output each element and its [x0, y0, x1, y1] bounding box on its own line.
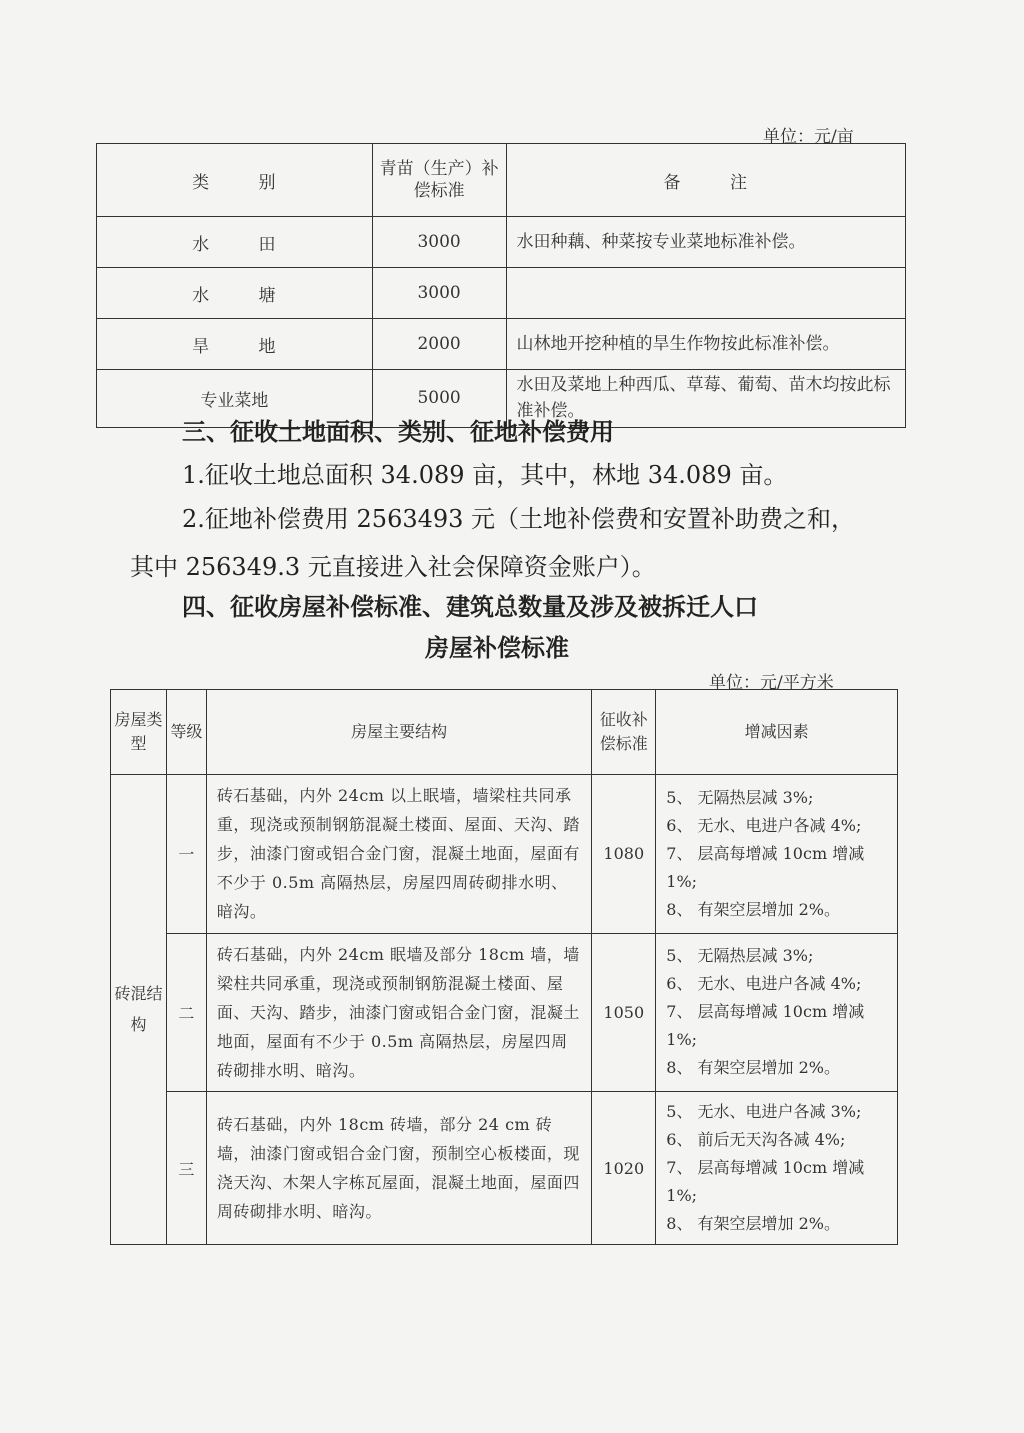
note-cell: 水田种藕、种菜按专业菜地标准补偿。 — [506, 217, 905, 268]
note-cell: 水田及菜地上种西瓜、草莓、葡萄、苗木均按此标准补偿。 — [506, 370, 905, 428]
table-row — [111, 1092, 898, 1245]
standard-cell: 3000 — [372, 217, 506, 268]
header-standard: 青苗（生产）补偿标准 — [372, 144, 506, 217]
category-cell: 水 田 — [97, 217, 373, 268]
factor-item: 8、 有架空层增加 2%。 — [666, 1058, 841, 1078]
grade-cell: 二 — [166, 933, 206, 1092]
structure-cell: 砖石基础，内外 24cm 以上眠墙，墙梁柱共同承重，现浇或预制钢筋混凝土楼面、屋面、天沟、踏步，油漆门窗或铝合金门窗，混凝土地面，屋面有不少于 0.5m 高隔热层，房屋四周砖砌排水明、暗沟。 — [206, 775, 591, 934]
header-factors: 增减因素 — [656, 690, 898, 775]
header-note: 备 注 — [506, 144, 905, 217]
type-cell: 砖混结构 — [111, 775, 167, 1245]
header-structure: 房屋主要结构 — [206, 690, 591, 775]
standard-cell: 1080 — [592, 775, 656, 934]
table-header-row — [111, 690, 898, 775]
house-table-title: 房屋补偿标准 — [425, 633, 569, 662]
table-row — [97, 268, 906, 319]
standard-cell: 5000 — [372, 370, 506, 428]
factor-item: 7、 层高每增减 10cm 增减 1%; — [666, 843, 865, 891]
section4-heading: 四、征收房屋补偿标准、建筑总数量及涉及被拆迁人口 — [182, 592, 758, 621]
factor-item: 7、 层高每增减 10cm 增减 1%; — [666, 1158, 865, 1206]
structure-cell: 砖石基础，内外 24cm 眠墙及部分 18cm 墙，墙梁柱共同承重，现浇或预制钢筋混凝土楼面、屋面、天沟、踏步，油漆门窗或铝合金门窗，混凝土地面，屋面有不少于 0.5m 高隔热层，房屋四周砖砌排水明、暗沟。 — [206, 933, 591, 1092]
table-header-row — [97, 144, 906, 217]
category-cell: 水 塘 — [97, 268, 373, 319]
land-table-unit: 单位：元/亩 — [763, 127, 854, 147]
standard-cell: 1050 — [592, 933, 656, 1092]
land-compensation-table — [96, 143, 906, 428]
note-cell — [506, 268, 905, 319]
house-table-unit: 单位：元/平方米 — [709, 673, 834, 693]
factor-item: 6、 前后无天沟各减 4%; — [666, 1130, 846, 1150]
factors-cell — [656, 775, 898, 934]
table-row — [97, 217, 906, 268]
factors-cell — [656, 1092, 898, 1245]
structure-cell: 砖石基础，内外 18cm 砖墙，部分 24 cm 砖墙，油漆门窗或铝合金门窗，预制空心板楼面，现浇天沟、木架人字栋瓦屋面，混凝土地面，屋面四周砖砌排水明、暗沟。 — [206, 1092, 591, 1245]
factors-cell — [656, 933, 898, 1092]
category-cell: 专业菜地 — [97, 370, 373, 428]
table-row — [111, 933, 898, 1092]
grade-cell: 三 — [166, 1092, 206, 1245]
table-row — [97, 319, 906, 370]
section3-item2-line1: 2.征地补偿费用 2563493 元（土地补偿费和安置补助费之和， — [182, 505, 856, 533]
standard-cell: 2000 — [372, 319, 506, 370]
factor-item: 8、 有架空层增加 2%。 — [666, 899, 841, 919]
factor-item: 6、 无水、电进户各减 4%; — [666, 815, 862, 835]
header-grade: 等级 — [166, 690, 206, 775]
section3-item1: 1.征收土地总面积 34.089 亩，其中，林地 34.089 亩。 — [182, 461, 788, 489]
house-compensation-table — [110, 689, 898, 1245]
standard-cell: 1020 — [592, 1092, 656, 1245]
category-cell: 旱 地 — [97, 319, 373, 370]
factor-item: 7、 层高每增减 10cm 增减 1%; — [666, 1002, 865, 1050]
factor-item: 8、 有架空层增加 2%。 — [666, 1214, 841, 1234]
section3-item2-line2: 其中 256349.3 元直接进入社会保障资金账户）。 — [130, 553, 656, 581]
table-row — [111, 775, 898, 934]
factor-item: 5、 无隔热层减 3%; — [666, 787, 814, 807]
header-type: 房屋类型 — [111, 690, 167, 775]
header-standard: 征收补偿标准 — [592, 690, 656, 775]
factor-item: 5、 无隔热层减 3%; — [666, 946, 814, 966]
note-cell: 山林地开挖种植的旱生作物按此标准补偿。 — [506, 319, 905, 370]
header-category: 类 别 — [97, 144, 373, 217]
factor-item: 5、 无水、电进户各减 3%; — [666, 1102, 862, 1122]
grade-cell: 一 — [166, 775, 206, 934]
factor-item: 6、 无水、电进户各减 4%; — [666, 974, 862, 994]
section3-heading: 三、征收土地面积、类别、征地补偿费用 — [182, 417, 614, 446]
standard-cell: 3000 — [372, 268, 506, 319]
